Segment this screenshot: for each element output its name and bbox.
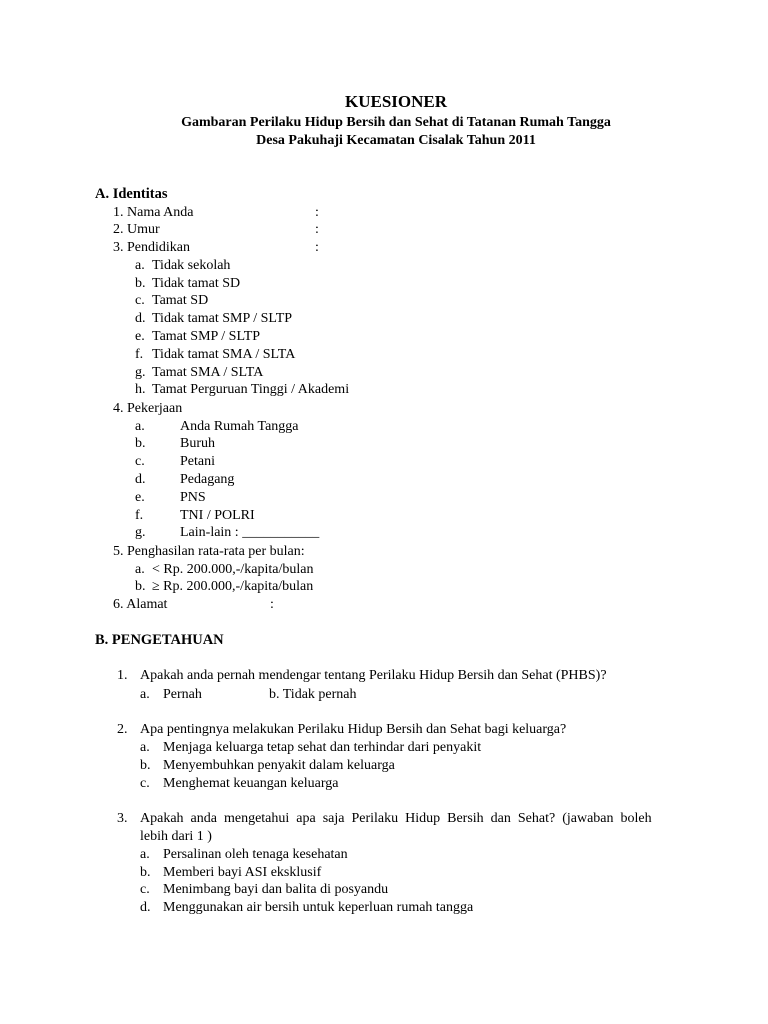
field-alamat-label: 6. Alamat: [113, 597, 168, 612]
field-nama-label: 1. Nama Anda: [113, 205, 194, 220]
question-1-number: 1.: [117, 668, 128, 683]
field-pendidikan-colon: :: [315, 240, 319, 255]
pendidikan-option-letter: b.: [135, 276, 146, 291]
question-2-option-text: Menghemat keuangan keluarga: [163, 776, 339, 791]
field-penghasilan-label: 5. Penghasilan rata-rata per bulan:: [113, 544, 305, 559]
pendidikan-option-text: Tamat SD: [152, 293, 209, 308]
question-1-option-a-letter: a.: [140, 687, 150, 702]
pekerjaan-option-text: PNS: [180, 490, 206, 505]
pendidikan-option-text: Tamat Perguruan Tinggi / Akademi: [152, 382, 350, 397]
pekerjaan-option-letter: e.: [135, 490, 145, 505]
question-3-option-text: Menimbang bayi dan balita di posyandu: [163, 882, 389, 897]
pendidikan-option-text: Tidak tamat SD: [152, 276, 241, 291]
section-b-heading: B. PENGETAHUAN: [95, 632, 224, 648]
field-nama-colon: :: [315, 205, 319, 220]
pekerjaan-option-text: Lain-lain : ___________: [180, 525, 320, 540]
pekerjaan-option-letter: f.: [135, 508, 144, 523]
question-2-option-text: Menyembuhkan penyakit dalam keluarga: [163, 758, 395, 773]
question-2-number: 2.: [117, 722, 128, 737]
pekerjaan-option-letter: g.: [135, 525, 146, 540]
pekerjaan-option-letter: c.: [135, 454, 145, 469]
pekerjaan-option-text: Pedagang: [180, 472, 235, 487]
question-3-option-letter: a.: [140, 847, 150, 862]
question-1-option-b: b. Tidak pernah: [269, 687, 357, 702]
page-title: KUESIONER: [344, 92, 448, 111]
question-3-number: 3.: [117, 811, 128, 826]
field-alamat-colon: :: [270, 597, 274, 612]
question-3-text-line1: Apakah anda mengetahui apa saja Perilaku Hidup Bersih dan Sehat? (jawaban boleh: [140, 811, 652, 826]
pendidikan-option-text: Tamat SMA / SLTA: [152, 365, 264, 380]
penghasilan-option-letter: b.: [135, 579, 146, 594]
question-3-option-text: Persalinan oleh tenaga kesehatan: [163, 847, 348, 862]
pendidikan-option-letter: g.: [135, 365, 146, 380]
question-1-option-a: Pernah: [163, 687, 202, 702]
pendidikan-option-text: Tidak tamat SMA / SLTA: [152, 347, 296, 362]
question-2-option-letter: a.: [140, 740, 150, 755]
question-3-option-text: Memberi bayi ASI eksklusif: [163, 865, 322, 880]
page-subtitle-line1: Gambaran Perilaku Hidup Bersih dan Sehat di Tatanan Rumah Tangga: [181, 115, 611, 130]
pekerjaan-option-text: Petani: [180, 454, 215, 469]
question-3-option-letter: c.: [140, 882, 150, 897]
question-2-option-text: Menjaga keluarga tetap sehat dan terhindar dari penyakit: [163, 740, 482, 755]
penghasilan-option-text: < Rp. 200.000,-/kapita/bulan: [152, 562, 314, 577]
question-2-text: Apa pentingnya melakukan Perilaku Hidup Bersih dan Sehat bagi keluarga?: [140, 722, 567, 737]
pekerjaan-option-letter: b.: [135, 436, 146, 451]
pendidikan-option-letter: c.: [135, 293, 145, 308]
question-3-option-letter: d.: [140, 900, 151, 915]
pendidikan-option-letter: a.: [135, 258, 145, 273]
penghasilan-option-text: ≥ Rp. 200.000,-/kapita/bulan: [152, 579, 314, 594]
pendidikan-option-text: Tamat SMP / SLTP: [152, 329, 261, 344]
section-a-heading: A. Identitas: [95, 186, 168, 202]
field-pendidikan-label: 3. Pendidikan: [113, 240, 190, 255]
penghasilan-option-letter: a.: [135, 562, 145, 577]
pekerjaan-option-text: Buruh: [180, 436, 215, 451]
pendidikan-option-letter: h.: [135, 382, 146, 397]
pendidikan-option-letter: f.: [135, 347, 144, 362]
field-umur-label: 2. Umur: [113, 222, 160, 237]
pekerjaan-option-text: Anda Rumah Tangga: [180, 419, 299, 434]
pendidikan-option-text: Tidak sekolah: [152, 258, 231, 273]
question-3-option-letter: b.: [140, 865, 151, 880]
field-pekerjaan-label: 4. Pekerjaan: [113, 401, 183, 416]
pekerjaan-option-text: TNI / POLRI: [180, 508, 255, 523]
question-3-text-line2: lebih dari 1 ): [140, 829, 212, 844]
pekerjaan-option-letter: d.: [135, 472, 146, 487]
page-subtitle-line2: Desa Pakuhaji Kecamatan Cisalak Tahun 2011: [256, 133, 536, 148]
pendidikan-option-letter: e.: [135, 329, 145, 344]
pendidikan-option-letter: d.: [135, 311, 146, 326]
question-3-option-text: Menggunakan air bersih untuk keperluan rumah tangga: [163, 900, 474, 915]
question-2-option-letter: b.: [140, 758, 151, 773]
pekerjaan-option-letter: a.: [135, 419, 145, 434]
field-umur-colon: :: [315, 222, 319, 237]
question-2-option-letter: c.: [140, 776, 150, 791]
question-1-text: Apakah anda pernah mendengar tentang Perilaku Hidup Bersih dan Sehat (PHBS)?: [140, 668, 607, 683]
pendidikan-option-text: Tidak tamat SMP / SLTP: [152, 311, 293, 326]
